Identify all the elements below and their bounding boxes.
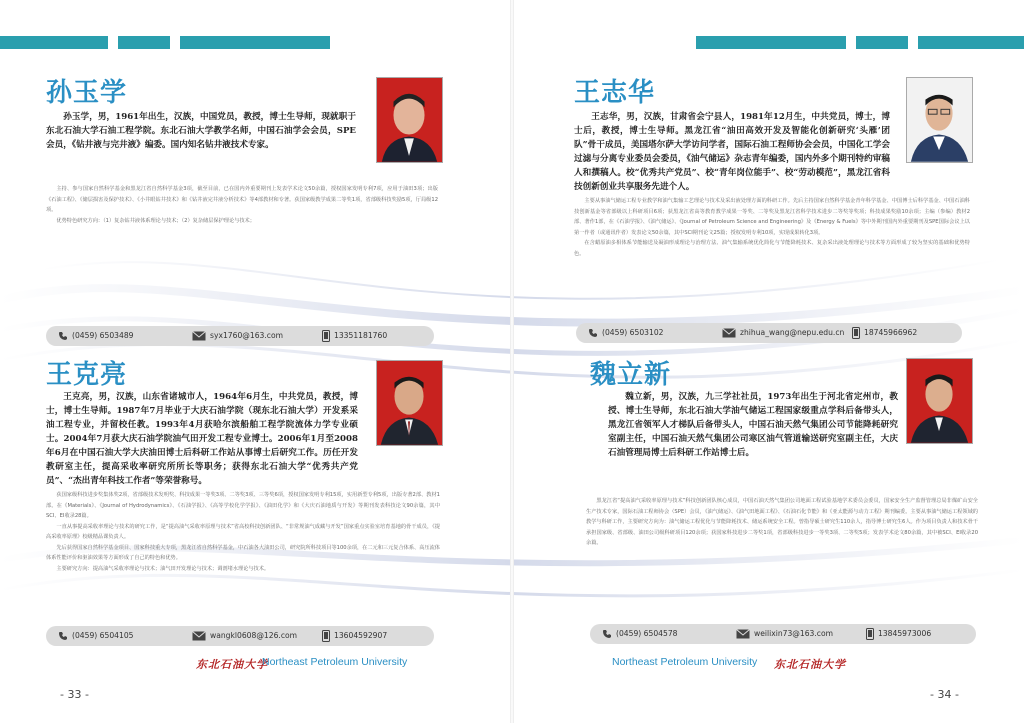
detail-paragraph: 在含蜡原油多相体系节能输送及凝油形成理论与治理方法、油气集输系统优化简化与节能降耗技术、复杂采出液处理理论与技术等方面形成了较为坚实的基础和优势特色。 (574, 240, 970, 257)
mobile-field (322, 626, 387, 646)
right-page (512, 0, 1024, 723)
person-photo-icon (377, 361, 442, 445)
phone-field (58, 326, 133, 346)
email-icon (736, 629, 750, 639)
profile-name: 王志华 (574, 78, 656, 108)
mobile-number: 13604592907 (334, 631, 388, 640)
email-address[interactable]: wangkl0608@126.com (210, 631, 298, 640)
profile-details (574, 196, 970, 259)
profile-bio: 王志华，男，汉族，甘肃省会宁县人，1981年12月生，中共党员，博士，博士后，教授，博士生导师。黑龙江省“油田高效开发及智能化创新研究‘头雁’团队”骨干成员，美国塔尔萨大学访问学者，国际石油工程师协会会员，中国化工学会过滤与分离专业委员会委员，《油气储运》杂志青年编委，国内外多个期刊特约审稿人和撰稿人。校“优秀共产党员”、校“青年岗位能手”、校“劳动模范”，黑龙江省科技创新创业共享服务先进个人。 (574, 112, 890, 192)
detail-paragraph: 主要研究方向：提高油气采收率理论与技术；油气田开发理论与技术；调剖堵水理论与技术。 (56, 565, 270, 572)
university-name-en: Northeast Petroleum University (262, 656, 408, 668)
profile-details (586, 496, 978, 549)
email-address[interactable]: weilixin73@163.com (754, 629, 834, 638)
email-address[interactable]: zhihua_wang@nepu.edu.cn (740, 328, 845, 337)
profile-bio: 魏立新，男，汉族，九三学社社员，1973年出生于河北省定州市，教授、博士生导师，东北石油大学油气储运工程国家级重点学科后备带头人，黑龙江省领军人才梯队后备带头人，中国石油天然气集团公司节能降耗研究室副主任，中国石油天然气集团公司寒区油气管道输送研究室副主任，大庆石油管理局博士后科研工作站博士后。 (608, 392, 898, 458)
mobile-number: 13845973006 (878, 629, 932, 638)
contact-bar (46, 326, 434, 346)
mobile-phone-icon (322, 630, 330, 642)
page-number: - 33 - (60, 688, 89, 701)
accent-bar (856, 36, 908, 49)
profile-photo (906, 77, 973, 163)
detail-paragraph: 黑龙江省“提高油气采收率原理与技术”科技创新团队核心成员，中国石油天然气集团公司地面工程试验基地学术委员会委员，国家安全生产监督管理总局非煤矿山安全生产技术专家，国际石油工程师协会（SPE）会员，《油气储运》、《油气田地面工程》、《石油石化节能》和《亚太能源与动力工程》期刊编委。主要从事油气储运工程领域的教学与科研工作，主要研究方向为：油气储运工程优化与节能降耗技术、储运系统安全工程。曾指导硕士研究生110余人，指导博士研究生6人。作为项目负责人和技术骨干承担国家级、省部级、油田公司级科研项目120余项；获国家科技进步二等奖1项，省部级科技进步一等奖3项、二等奖5项；发表学术论文80余篇，其中被SCI、EI收录20余篇。 (586, 498, 978, 546)
email-field (736, 624, 833, 644)
profile-name: 王克亮 (46, 360, 128, 390)
person-photo-icon (907, 359, 972, 443)
contact-bar (46, 626, 434, 646)
profile-photo (906, 358, 973, 444)
mobile-phone-icon (852, 327, 860, 339)
accent-bar (696, 36, 846, 49)
university-logo-cn: 东北石油大学 (774, 658, 846, 671)
phone-icon (602, 629, 612, 639)
detail-paragraph: 主要从事油气储运工程专业教学和油气集输工艺理论与技术及采出液处理方面的科研工作。先后主持国家自然科学基金青年科学基金、中国博士后科学基金、中国石油科技创新基金等省部级以上科研项目6项；获黑龙江省高等教育教学成果一等奖、二等奖及黑龙江省科学技术进步二等奖等奖项；科技成果奖励10余项；主编（参编）教材2部、著作1部，在《石油学报》、《油气储运》、《Journal of Petroleum Science and Engineering》及《Energy & Fuels》等中外期刊国内外重要期刊及SPE国际会议上以第一作者（或通讯作者）发表论文50余篇，其中SCI期刊论文25篇；授权发明专利10项，实现成果转化3项。 (574, 198, 970, 236)
phone-number: (0459) 6504578 (616, 629, 678, 638)
detail-paragraph: 获国家级科技进步奖集体奖2项，省部级技术发明奖、科技成果一等奖3项、二等奖3项、三等奖6项，授权国家发明专利15项，实用新型专利5项，出版专著2部、教材1部。在《Materials》、《Journal of Hydrodynamics》、《石油学报》、《高等学校化学学报》、《油田化学》和《大庆石油地质与开发》等期刊发表科技论文90余篇，其中SCI、EI收录28篇。 (46, 492, 440, 519)
accent-bar (118, 36, 170, 49)
mobile-field (322, 326, 387, 346)
phone-field (588, 323, 663, 343)
profile-photo (376, 360, 443, 446)
profile-details (46, 184, 438, 226)
detail-paragraph: 先后获得国家自然科学基金项目、国家科技重大专项，黑龙江省自然科学基金，中石油各大油田公司，研究院所科技项目等100余项，在二元和三元复合体系、高压流体体系性能评价和驱油效果等方面形成了自己的特色和优势。 (46, 544, 440, 561)
detail-paragraph: 一直从事提高采收率理论与技术的研究工作，是“提高油气采收率原理与技术”省高校科技创新团队、“非常规油气成藏与开发”国家重点实验室培育基地的骨干成员，《提高采收率原理》校级精品课负责人。 (46, 523, 440, 540)
phone-number: (0459) 6503489 (72, 331, 134, 340)
person-photo-icon (377, 78, 442, 162)
contact-bar (576, 323, 962, 343)
profile-bio: 孙玉学，男，1961年出生，汉族，中国党员，教授，博士生导师，现就职于东北石油大学石油工程学院。东北石油大学教学名师，中国石油学会会员，SPE会员，《钻井液与完井液》编委。国内知名钻井液技术专家。 (46, 112, 356, 150)
phone-icon (58, 631, 68, 641)
phone-number: (0459) 6504105 (72, 631, 134, 640)
accent-bar (0, 36, 108, 49)
mobile-phone-icon (866, 628, 874, 640)
accent-bar (918, 36, 1024, 49)
profile-name: 孙玉学 (46, 78, 128, 108)
email-icon (192, 331, 206, 341)
person-photo-icon (907, 78, 972, 162)
email-field (192, 326, 283, 346)
phone-field (58, 626, 133, 646)
email-address[interactable]: syx1760@163.com (210, 331, 283, 340)
profile-name: 魏立新 (590, 360, 672, 390)
contact-bar (590, 624, 976, 644)
mobile-phone-icon (322, 330, 330, 342)
phone-field (602, 624, 677, 644)
mobile-number: 18745966962 (864, 328, 918, 337)
university-logo-cn: 东北石油大学 (196, 658, 268, 671)
phone-icon (58, 331, 68, 341)
email-field (722, 323, 844, 343)
university-name-en: Northeast Petroleum University (612, 656, 758, 668)
detail-paragraph: 主持、参与国家自然科学基金和黑龙江省自然科学基金3项，截至目前，已在国内外重要期刊上发表学术论文50余篇，授权国家发明专利7项，应用于油田3项；出版《石油工程》、《储层损害及保护技术》、《小井眼钻井技术》和《钻井液完井液分析技术》等4部教材和专著。获国家级教学成果二等奖1项，省部级科技奖励5项，厅局级12项。 (46, 186, 438, 213)
mobile-number: 13351181760 (334, 331, 388, 340)
mobile-field (852, 323, 917, 343)
accent-bar (180, 36, 330, 49)
profile-photo (376, 77, 443, 163)
mobile-field (866, 624, 931, 644)
email-icon (722, 328, 736, 338)
phone-number: (0459) 6503102 (602, 328, 664, 337)
email-icon (192, 631, 206, 641)
detail-paragraph: 优势特色研究方向：（1）复杂钻井液体系理论与技术；（2）复杂储层保护理论与技术； (56, 217, 255, 224)
profile-details (46, 490, 440, 574)
page-number: - 34 - (930, 688, 959, 701)
email-field (192, 626, 297, 646)
phone-icon (588, 328, 598, 338)
profile-bio: 王克亮，男，汉族，山东省诸城市人，1964年6月生，中共党员，教授，博士，博士生导师。1987年7月毕业于大庆石油学院（现东北石油大学）开发系采油工程专业，并留校任教。1993年4月获哈尔滨船舶工程学院流体力学专业硕士。2004年7月获大庆石油学院油气田开发工程专业博士。2006年1月至2008年6月在中国石油大学大庆油田博士后科研工作站从事博士后研究工作。历任开发教研室主任，提高采收率研究所所长等职务；获得东北石油大学“优秀共产党员”、“杰出青年科技工作者”等荣誉称号。 (46, 392, 358, 486)
